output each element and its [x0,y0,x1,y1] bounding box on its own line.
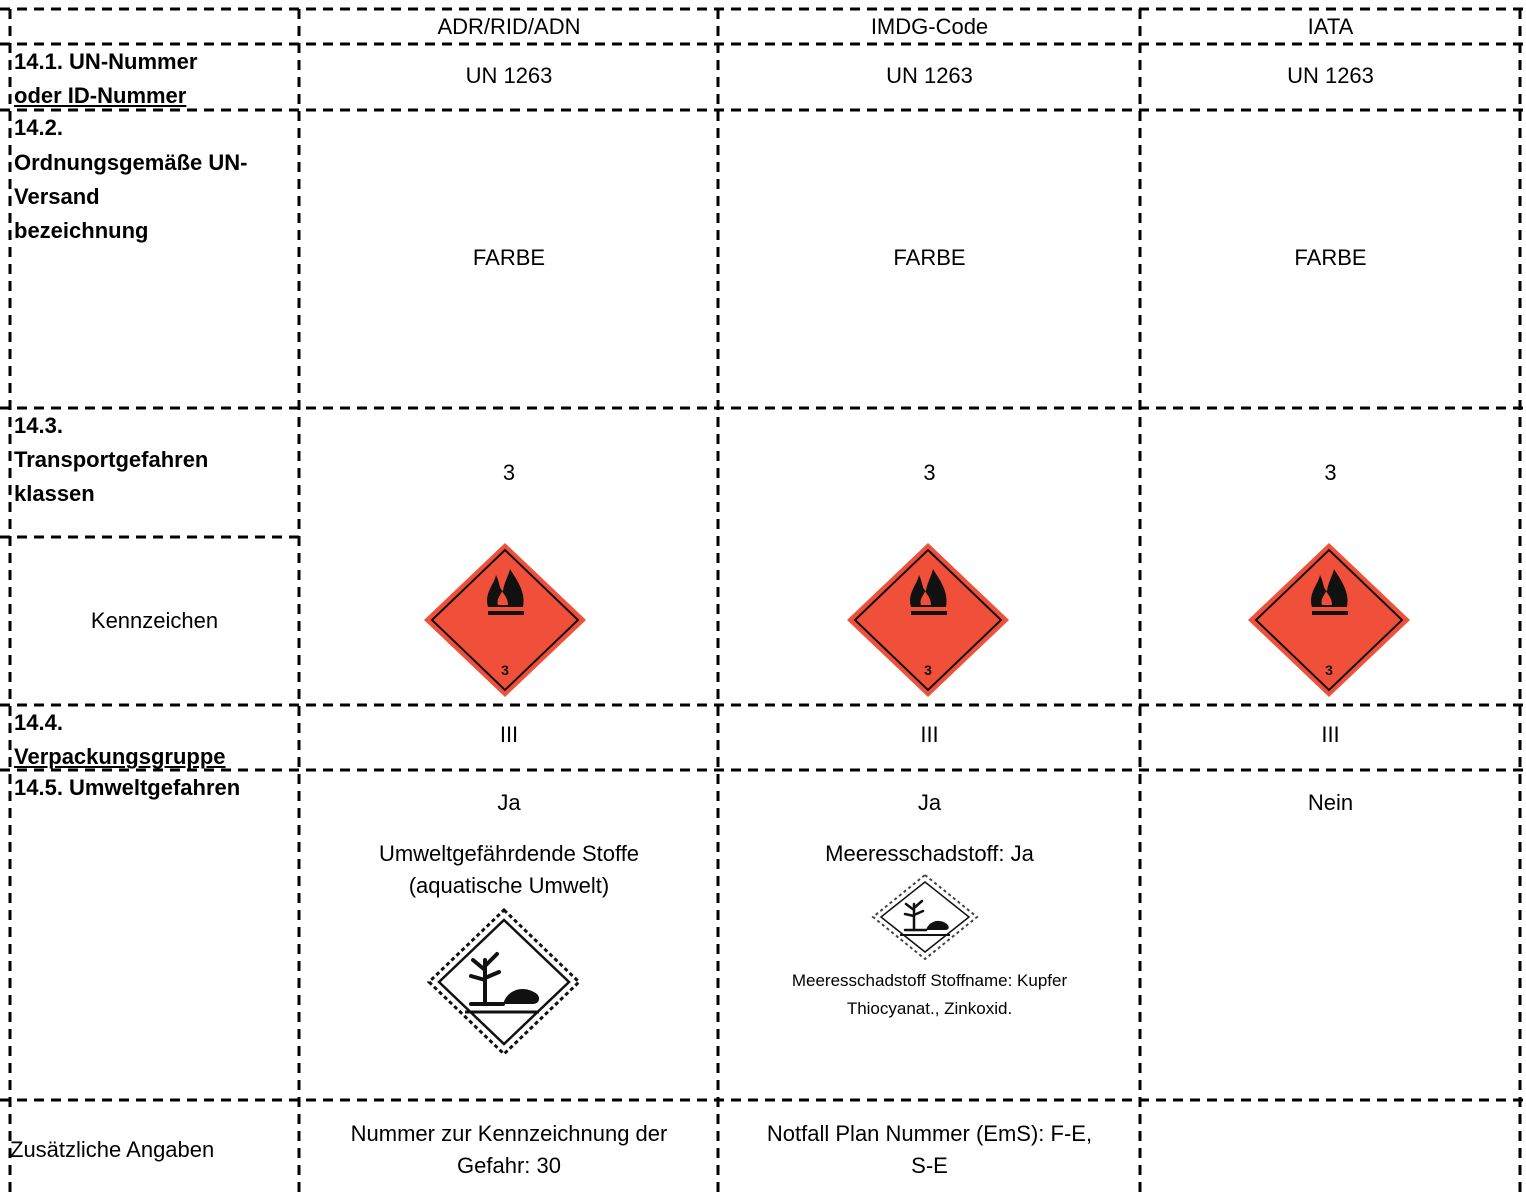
marine-pollutant-text: Meeresschadstoff: Ja [825,841,1034,866]
row-label-line: Transportgefahren [14,447,209,472]
column-header-imdg: IMDG-Code [870,14,989,39]
svg-text:3: 3 [924,662,932,678]
row-label-line: bezeichnung [14,218,149,243]
row-label-line: 14.4. [14,710,63,735]
additional-imdg: Notfall Plan Nummer (EmS): F-E, [766,1121,1093,1146]
row-label-line: Ordnungsgemäße UN- [14,150,248,175]
additional-imdg: S-E [911,1153,948,1178]
un-number-imdg: UN 1263 [886,63,973,88]
row-label-line: Verpackungsgruppe [14,744,226,769]
label-row-title: Kennzeichen [90,608,219,633]
flammable-liquid-class-3-icon [845,541,1011,699]
hazard-class-imdg: 3 [923,460,936,485]
marine-pollutant-note: Meeresschadstoff Stoffname: Kupfer [791,971,1068,990]
packing-group-imdg: III [920,722,939,747]
flammable-liquid-class-3-icon [422,541,588,699]
env-hazard-adr-text: Umweltgefährdende Stoffe [378,841,640,866]
un-number-iata: UN 1263 [1287,63,1374,88]
env-hazard-adr-text: (aquatische Umwelt) [408,873,610,898]
hazard-class-adr: 3 [502,460,516,485]
row-label-line: klassen [14,481,95,506]
svg-text:3: 3 [1325,662,1333,678]
row-label: 14.5. Umweltgefahren [14,775,241,800]
hazard-class-iata: 3 [1324,460,1337,485]
row-label: Zusätzliche Angaben [10,1137,215,1162]
column-header-adr: ADR/RID/ADN [437,14,581,39]
additional-adr: Gefahr: 30 [457,1153,561,1178]
env-hazard-adr: Ja [497,790,521,815]
un-number-adr: UN 1263 [465,63,553,88]
environmental-hazard-icon [872,874,978,960]
flammable-liquid-class-3-icon [1246,541,1412,699]
marine-pollutant-note: Thiocyanat., Zinkoxid. [846,999,1013,1018]
shipping-name-imdg: FARBE [893,245,966,270]
svg-text:3: 3 [501,662,509,678]
packing-group-iata: III [1321,722,1340,747]
additional-adr: Nummer zur Kennzeichnung der [350,1121,668,1146]
shipping-name-iata: FARBE [1294,245,1367,270]
env-hazard-imdg: Ja [917,790,942,815]
row-label-line: 14.3. [14,413,63,438]
shipping-name-adr: FARBE [472,245,546,270]
row-label-line: oder ID-Nummer [14,83,187,108]
row-label-line: Versand [14,184,100,209]
row-label-line: 14.1. UN-Nummer [14,49,198,74]
environmental-hazard-icon [427,908,581,1056]
column-header-iata: IATA [1307,14,1354,39]
packing-group-adr: III [499,722,519,747]
row-label-line: 14.2. [14,115,63,140]
env-hazard-iata: Nein [1307,790,1354,815]
